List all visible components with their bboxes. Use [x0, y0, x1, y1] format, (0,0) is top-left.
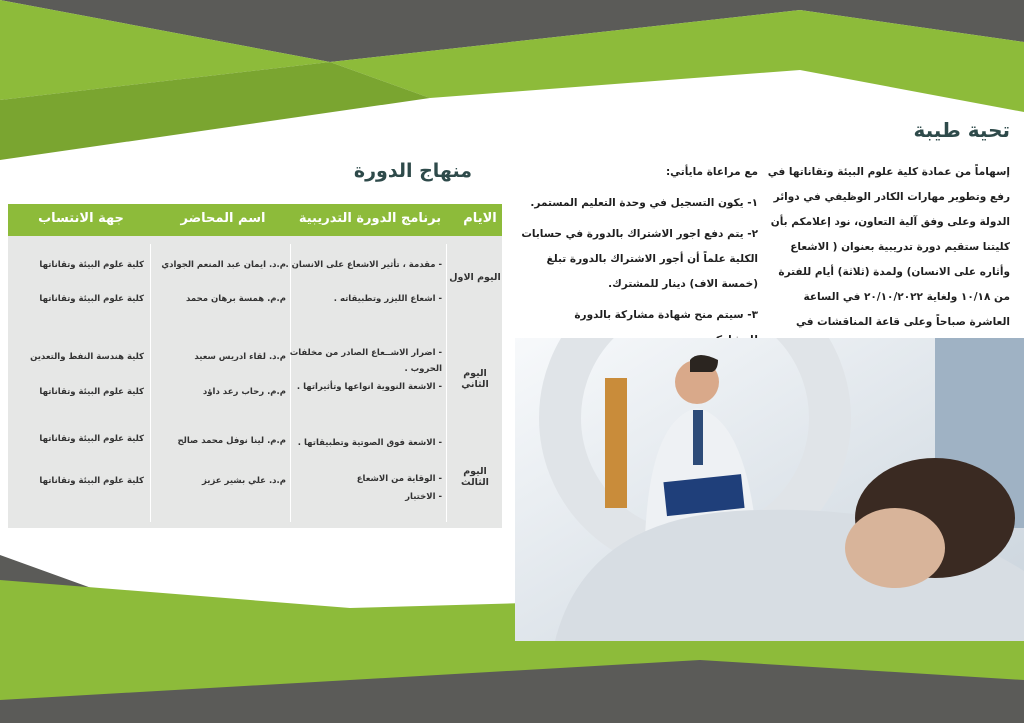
day-cell: اليوم الثاني: [461, 368, 489, 390]
affiliation-name: كلية هندسة النفط والتعدين: [30, 352, 144, 362]
notes-heading: مع مراعاة مايأتي:: [665, 166, 758, 178]
header-days: الايام: [463, 211, 497, 226]
curriculum-table: [8, 204, 502, 528]
header-program: برنامج الدورة التدريبية: [298, 211, 442, 226]
intro-paragraph: إسهاماً من عمادة كلية علوم البيئة وتقاناتها في رفع وتطوير مهارات الكادر الوظيفي في دوائر الدولة وعلى وفق آلية التعاون، نود إعلامكم بأن كليتنا ستقيم دورة تدريبية بعنوان ( الاشعاع وأثاره على الانسان) ولمدة (ثلاثة) أيام للفترة من ١٠/١٨ ولغاية ٢٠/١٠/٢٠٢٢ في الساعة العاشرة صباحاً وعلى قاعة المناقشات في: [767, 166, 1010, 328]
greeting-title: تحية طيبة: [913, 118, 1010, 142]
lecturer-name: م.م. رحاب رعد داؤد: [202, 387, 286, 397]
lecturer-name: م.م. لينا نوفل محمد صالح: [177, 436, 286, 446]
note-item: ٢- يتم دفع اجور الاشتراك بالدورة في حسابات الكلية علماً أن أجور الاشتراك بالدورة تبلغ (خمسة الاف) دينار للمشترك.: [521, 228, 758, 290]
notes-section: [520, 160, 758, 359]
header-affiliation: جهة الانتساب: [38, 211, 124, 226]
program-item: - اضرار الاشــعاع الصادر من مخلفات: [289, 348, 442, 358]
column-divider: [446, 244, 447, 522]
program-item: - مقدمة ، تأثير الاشعاع على الانسان .: [285, 260, 442, 270]
affiliation-name: كلية علوم البيئة وتقاناتها: [39, 387, 144, 397]
lecturer-name: م.د. لقاء ادريس سعيد: [194, 352, 286, 362]
medical-scan-photo: [515, 338, 1024, 641]
program-item: - الوقاية من الاشعاع: [356, 474, 442, 484]
day-cell: اليوم الثالث: [461, 466, 489, 488]
lecturer-name: م.د. ايمان عبد المنعم الجوادي: [161, 260, 286, 270]
program-item: الحروب .: [404, 364, 442, 374]
table-header: [8, 204, 502, 236]
lecturer-name: م.م. همسة برهان محمد: [185, 294, 286, 304]
program-item: - اشعاع الليزر وتطبيقاته .: [333, 294, 442, 304]
program-item: - الاشعة فوق الصوتية وتطبيقاتها .: [297, 438, 442, 448]
affiliation-name: كلية علوم البيئة وتقاناتها: [39, 476, 144, 486]
affiliation-name: كلية علوم البيئة وتقاناتها: [39, 294, 144, 304]
affiliation-name: كلية علوم البيئة وتقاناتها: [39, 260, 144, 270]
program-item: - الاختبار: [405, 492, 442, 502]
day-cell: اليوم الاول: [449, 272, 501, 283]
curriculum-title: منهاج الدورة: [353, 160, 472, 182]
program-item: - الاشعة النووية انواعها وتأثيراتها .: [296, 382, 442, 392]
affiliation-name: كلية علوم البيئة وتقاناتها: [39, 434, 144, 444]
column-divider: [150, 244, 151, 522]
column-divider: [290, 244, 291, 522]
header-lecturer: اسم المحاضر: [180, 211, 266, 226]
lecturer-name: م.د. علي بشير عزيز: [202, 476, 286, 486]
note-item: ١- يكون التسجيل في وحدة التعليم المستمر.: [530, 197, 758, 209]
note-item: ٣- سيتم منح شهادة مشاركة بالدورة: [574, 309, 758, 321]
